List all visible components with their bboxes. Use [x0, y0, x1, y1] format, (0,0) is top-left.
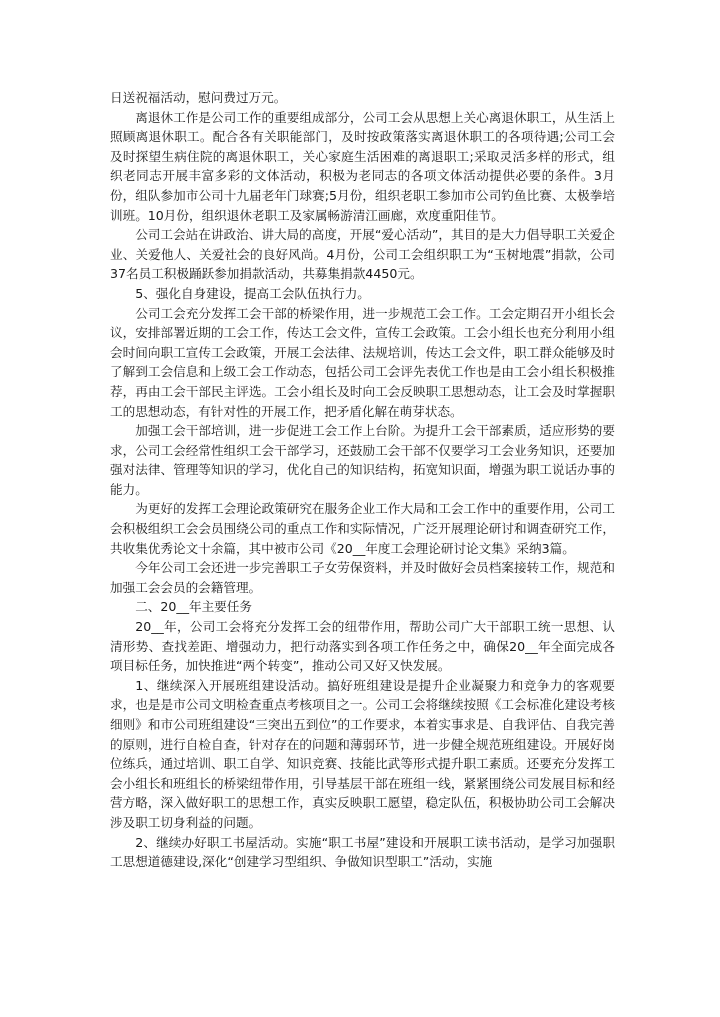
paragraph-8: 20__年，公司工会将充分发挥工会的纽带作用，帮助公司广大干部职工统一思想、认清形势、查找差距、增强动力，把行动落实到各项工作任务之中，确保20__年全面完成各项目标任务，加快推进“两个转变”，推动公司又好又快发展。 — [110, 619, 615, 674]
paragraph-5: 加强工会干部培训，进一步促进工会工作上台阶。为提升工会干部素质，适应形势的要求，公司工会经常性组织工会干部学习，还鼓励工会干部不仅要学习工会业务知识，还要加强对法律、管理等知识的学习，优化自己的知识结构，拓宽知识面，增强为职工说话办事的能力。 — [110, 423, 615, 497]
paragraph-4: 公司工会充分发挥工会干部的桥梁作用，进一步规范工会工作。工会定期召开小组长会议，安排部署近期的工会工作，传达工会文件，宣传工会政策。工会小组长也充分利用小组会时间向职工宣传工会政策，开展工会法律、法规培训，传达工会文件，职工群众能够及时了解到工会信息和上级工会工作动态，包括公司工会评先表优工作也是由工会小组长积极推荐，再由工会干部民主评选。工会小组长及时向工会反映职工思想动态，让工会及时掌握职工的思想动态，有针对性的开展工作，把矛盾化解在萌芽状态。 — [110, 305, 615, 419]
document-page — [110, 88, 615, 872]
paragraph-9: 1、继续深入开展班组建设活动。搞好班组建设是提升企业凝聚力和竞争力的客观要求，也是是市公司文明检查重点考核项目之一。公司工会将继续按照《工会标准化建设考核细则》和市公司班组建设“三突出五到位”的工作要求，本着实事求是、自我评估、自我完善的原则，进行自检自查，针对存在的问题和薄弱环节，进一步健全规范班组建设。开展好岗位练兵，通过培训、职工自学、知识竞赛、技能比武等形式提升职工素质。还要充分发挥工会小组长和班组长的桥梁纽带作用，引导基层干部在班组一线，紧紧围绕公司发展目标和经营方略，深入做好职工的思想工作，真实反映职工愿望，稳定队伍，积极协助公司工会解决涉及职工切身利益的问题。 — [110, 677, 615, 830]
paragraph-1: 日送祝福活动，慰问费过万元。 — [110, 90, 287, 105]
paragraph-6: 为更好的发挥工会理论政策研究在服务企业工作大局和工会工作中的重要作用，公司工会积极组织工会会员围绕公司的重点工作和实际情况，广泛开展理论研讨和调查研究工作，共收集优秀论文十余篇，其中被市公司《20__年度工会理论研讨论文集》采纳3篇。 — [110, 501, 615, 556]
paragraph-7: 今年公司工会还进一步完善职工子女劳保资料，并及时做好会员档案接转工作，规范和加强工会会员的会籍管理。 — [110, 560, 615, 595]
paragraph-2: 离退休工作是公司工作的重要组成部分，公司工会从思想上关心离退休职工，从生活上照顾离退休职工。配合各有关职能部门，及时按政策落实离退休职工的各项待遇;公司工会及时探望生病住院的离退休职工，关心家庭生活困难的离退职工;采取灵活多样的形式，组织老同志开展丰富多彩的文体活动，积极为老同志的各项文体活动提供必要的条件。3月份，组队参加市公司十九届老年门球赛;5月份，组织老职工参加市公司钓鱼比赛、太极拳培训班。10月份，组织退休老职工及家属畅游清江画廊，欢度重阳佳节。 — [110, 109, 615, 223]
section-heading-main-tasks: 二、20__年主要任务 — [135, 599, 252, 615]
paragraph-10: 2、继续办好职工书屋活动。实施“职工书屋”建设和开展职工读书活动，是学习加强职工思想道德建设,深化“创建学习型组织、争做知识型职工”活动，实施 — [110, 834, 615, 870]
section-heading-5: 5、强化自身建设，提高工会队伍执行力。 — [135, 285, 370, 301]
paragraph-3: 公司工会站在讲政治、讲大局的高度，开展“爱心活动”，其目的是大力倡导职工关爱企业、关爱他人、关爱社会的良好风尚。4月份，公司工会组织职工为“玉树地震”捐款，公司37名员工积极踊跃参加捐款活动，共募集捐款4450元。 — [110, 227, 615, 282]
